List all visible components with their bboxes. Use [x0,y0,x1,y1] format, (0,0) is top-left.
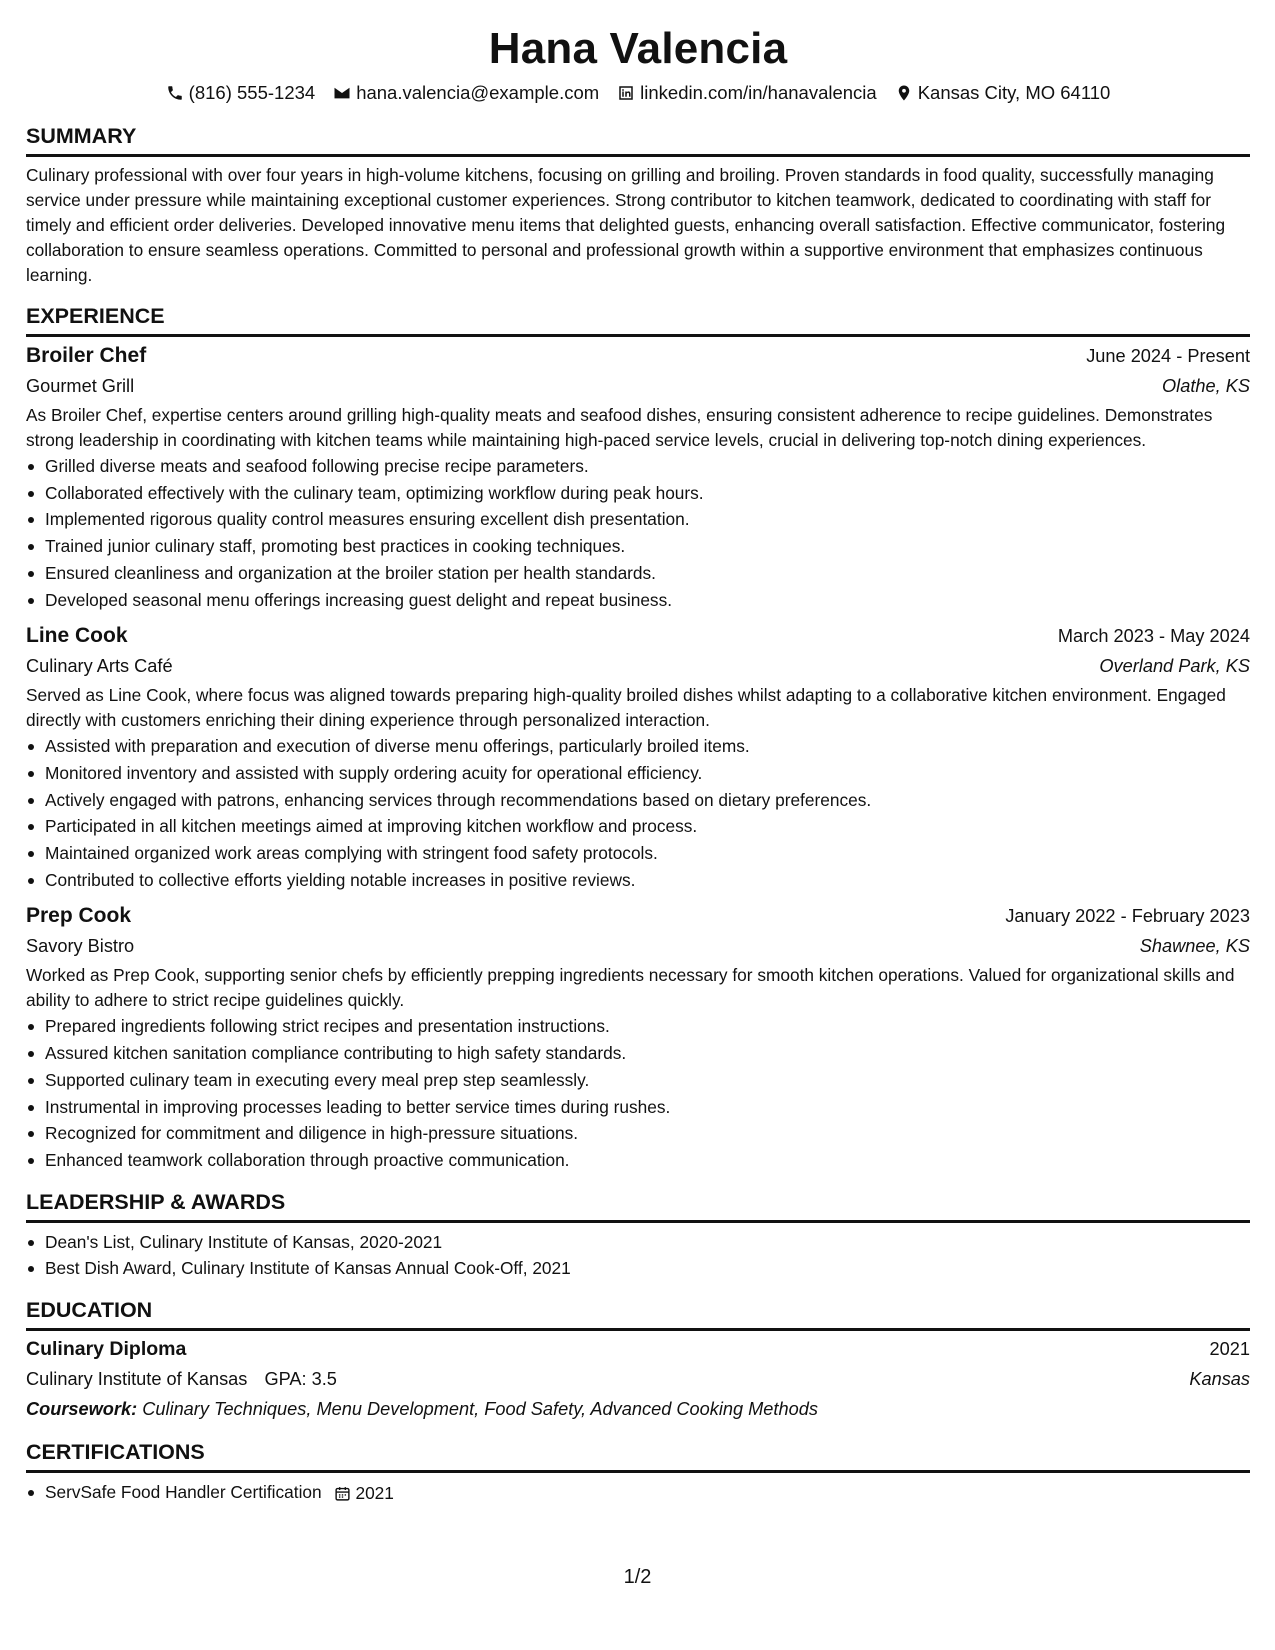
list-item: Dean's List, Culinary Institute of Kansas, 2020-2021 [26,1229,1250,1256]
envelope-icon [333,84,351,102]
linkedin-text[interactable]: linkedin.com/in/hanavalencia [640,82,877,103]
contact-email[interactable] [333,80,599,106]
certifications-section [26,1438,1250,1507]
graduation-year: 2021 [1209,1339,1250,1360]
job-entry [26,341,1250,613]
job-location: Olathe, KS [1162,376,1250,396]
contact-location [895,80,1111,106]
school-name: Culinary Institute of Kansas [26,1369,248,1390]
coursework-list: Culinary Techniques, Menu Development, Food Safety, Advanced Cooking Methods [142,1399,818,1420]
list-item: Developed seasonal menu offerings increasing guest delight and repeat business. [26,587,1250,614]
gpa: GPA: 3.5 [264,1369,337,1390]
experience-section [26,302,1250,1174]
phone-icon [166,84,184,102]
contact-bar [26,80,1250,106]
job-description: As Broiler Chef, expertise centers around grilling high-quality meats and seafood dishes, ensuring consistent adherence to recipe guidelines. Demonstrates strong leadership in coordinating with kitchen teams while maintaining high-paced service levels, crucial in delivering top-notch dining experiences. [26,405,1213,450]
list-item: Assured kitchen sanitation compliance contributing to high safety standards. [26,1040,1250,1067]
page-number: 1/2 [623,1566,652,1588]
job-bullets [26,733,1250,893]
map-pin-icon [895,84,913,102]
school-location: Kansas [1189,1369,1250,1390]
job-dates: March 2023 - May 2024 [1057,626,1250,647]
job-description: Worked as Prep Cook, supporting senior chefs by efficiently prepping ingredients necessary for smooth kitchen operations. Valued for organizational skills and ability to adhere to strict recipe guidelines quickly. [26,965,1235,1011]
job-title: Line Cook [26,624,128,648]
list-item: Best Dish Award, Culinary Institute of Kansas Annual Cook-Off, 2021 [26,1255,1250,1282]
list-item: Implemented rigorous quality control measures ensuring excellent dish presentation. [26,506,1250,533]
job-bullets [26,1013,1250,1173]
job-company: Savory Bistro [26,936,135,957]
education-section [26,1296,1250,1424]
contact-linkedin[interactable] [617,80,877,106]
list-item: Instrumental in improving processes leading to better service times during rushes. [26,1094,1250,1121]
job-location: Shawnee, KS [1139,936,1250,957]
section-title-summary: SUMMARY [26,122,1250,157]
job-company: Culinary Arts Café [26,656,173,677]
calendar-icon [334,1485,351,1502]
awards-section [26,1188,1250,1282]
list-item: Ensured cleanliness and organization at the broiler station per health standards. [26,560,1250,587]
contact-phone [166,80,316,106]
section-title-education: EDUCATION [26,1296,1250,1331]
coursework [26,1394,1250,1424]
job-entry [26,901,1250,1173]
list-item: Supported culinary team in executing every meal prep step seamlessly. [26,1067,1250,1094]
degree-name: Culinary Diploma [26,1338,187,1361]
coursework-label: Coursework: [26,1399,138,1420]
certification-year: 2021 [355,1483,394,1504]
candidate-name: Hana Valencia [488,24,788,73]
job-dates: June 2024 - Present [1086,346,1250,366]
job-title: Prep Cook [26,904,132,928]
resume-page [26,20,1250,1507]
certification-name: ServSafe Food Handler Certification [45,1482,322,1503]
list-item: Recognized for commitment and diligence in high-pressure situations. [26,1120,1250,1147]
job-dates: January 2022 - February 2023 [1005,906,1250,927]
email-text[interactable]: hana.valencia@example.com [356,82,600,103]
section-title-awards: LEADERSHIP & AWARDS [26,1188,1250,1223]
list-item: Maintained organized work areas complying with stringent food safety protocols. [26,840,1250,867]
list-item: Prepared ingredients following strict recipes and presentation instructions. [26,1013,1250,1040]
location-text: Kansas City, MO 64110 [917,82,1111,103]
job-company: Gourmet Grill [26,376,135,396]
section-title-certifications: CERTIFICATIONS [26,1438,1250,1473]
list-item: Assisted with preparation and execution of diverse menu offerings, particularly broiled items. [26,733,1250,760]
job-bullets [26,453,1250,613]
list-item: Collaborated effectively with the culinary team, optimizing workflow during peak hours. [26,480,1250,507]
job-description: Served as Line Cook, where focus was aligned towards preparing high-quality broiled dishes whilst adapting to a collaborative kitchen environment. Engaged directly with customers enriching their dining experience through personalized interaction. [26,685,1226,731]
list-item: Enhanced teamwork collaboration through proactive communication. [26,1147,1250,1174]
awards-list [26,1229,1250,1282]
certifications-list [26,1479,1250,1507]
section-title-experience: EXPERIENCE [26,302,1250,337]
summary-section [26,122,1250,288]
linkedin-icon [617,84,635,102]
phone-text: (816) 555-1234 [188,82,316,103]
job-location: Overland Park, KS [1099,656,1250,677]
list-item [26,1479,1250,1507]
summary-text: Culinary professional with over four years in high-volume kitchens, focusing on grilling and broiling. Proven standards in food quality, successfully managing service under pressure while maintaining exceptional customer experiences. Strong contributor to kitchen teamwork, dedicated to coordinating with staff for timely and efficient order deliveries. Developed innovative menu items that delighted guests, enhancing overall satisfaction. Effective communicator, fostering collaboration to ensure seamless operations. Committed to personal and professional growth within a supportive environment that emphasizes continuous learning. [26,165,1226,285]
list-item: Contributed to collective efforts yielding notable increases in positive reviews. [26,867,1250,894]
list-item: Grilled diverse meats and seafood following precise recipe parameters. [26,453,1250,480]
job-title: Broiler Chef [26,344,147,367]
list-item: Trained junior culinary staff, promoting best practices in cooking techniques. [26,533,1250,560]
list-item: Monitored inventory and assisted with supply ordering acuity for operational efficiency. [26,760,1250,787]
list-item: Participated in all kitchen meetings aimed at improving kitchen workflow and process. [26,813,1250,840]
list-item: Actively engaged with patrons, enhancing services through recommendations based on dietary preferences. [26,787,1250,814]
job-entry [26,621,1250,893]
